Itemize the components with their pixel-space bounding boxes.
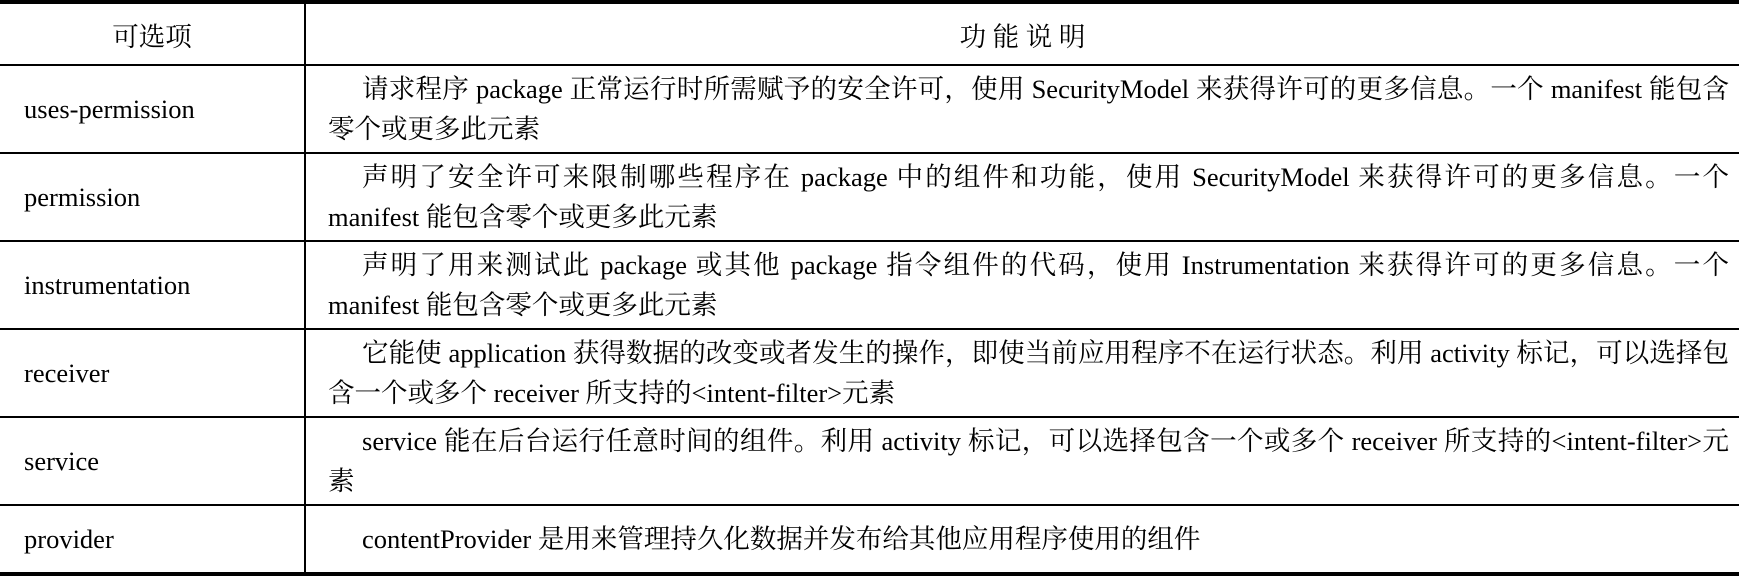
header-option: 可选项 <box>0 2 305 65</box>
description-cell: contentProvider 是用来管理持久化数据并发布给其他应用程序使用的组件 <box>362 524 1201 554</box>
description-cell: 声明了用来测试此 package 或其他 package 指令组件的代码，使用 Instrumentation 来获得许可的更多信息。一个 manifest 能包含零个或更多此元素 <box>305 241 1739 329</box>
option-cell: receiver <box>0 329 305 417</box>
option-cell: instrumentation <box>0 241 305 329</box>
option-cell: permission <box>0 153 305 241</box>
description-cell: 它能使 application 获得数据的改变或者发生的操作，即使当前应用程序不在运行状态。利用 activity 标记，可以选择包含一个或多个 receiver 所支持的<intent-filter>元素 <box>305 329 1739 417</box>
table-row <box>0 153 1739 241</box>
header-description: 功 能 说 明 <box>305 2 1739 65</box>
option-cell: provider <box>0 505 305 574</box>
table-row <box>0 65 1739 153</box>
description-cell: 请求程序 package 正常运行时所需赋予的安全许可，使用 SecurityModel 来获得许可的更多信息。一个 manifest 能包含零个或更多此元素 <box>305 65 1739 153</box>
description-cell: service 能在后台运行任意时间的组件。利用 activity 标记，可以选择包含一个或多个 receiver 所支持的<intent-filter>元素 <box>305 417 1739 505</box>
table-row <box>0 241 1739 329</box>
table-row <box>0 505 1739 574</box>
table-row <box>0 417 1739 505</box>
table-header-row <box>0 2 1739 65</box>
option-cell: service <box>0 417 305 505</box>
option-cell: uses-permission <box>0 65 305 153</box>
table-row <box>0 329 1739 417</box>
description-cell: 声明了安全许可来限制哪些程序在 package 中的组件和功能，使用 SecurityModel 来获得许可的更多信息。一个 manifest 能包含零个或更多此元素 <box>305 153 1739 241</box>
